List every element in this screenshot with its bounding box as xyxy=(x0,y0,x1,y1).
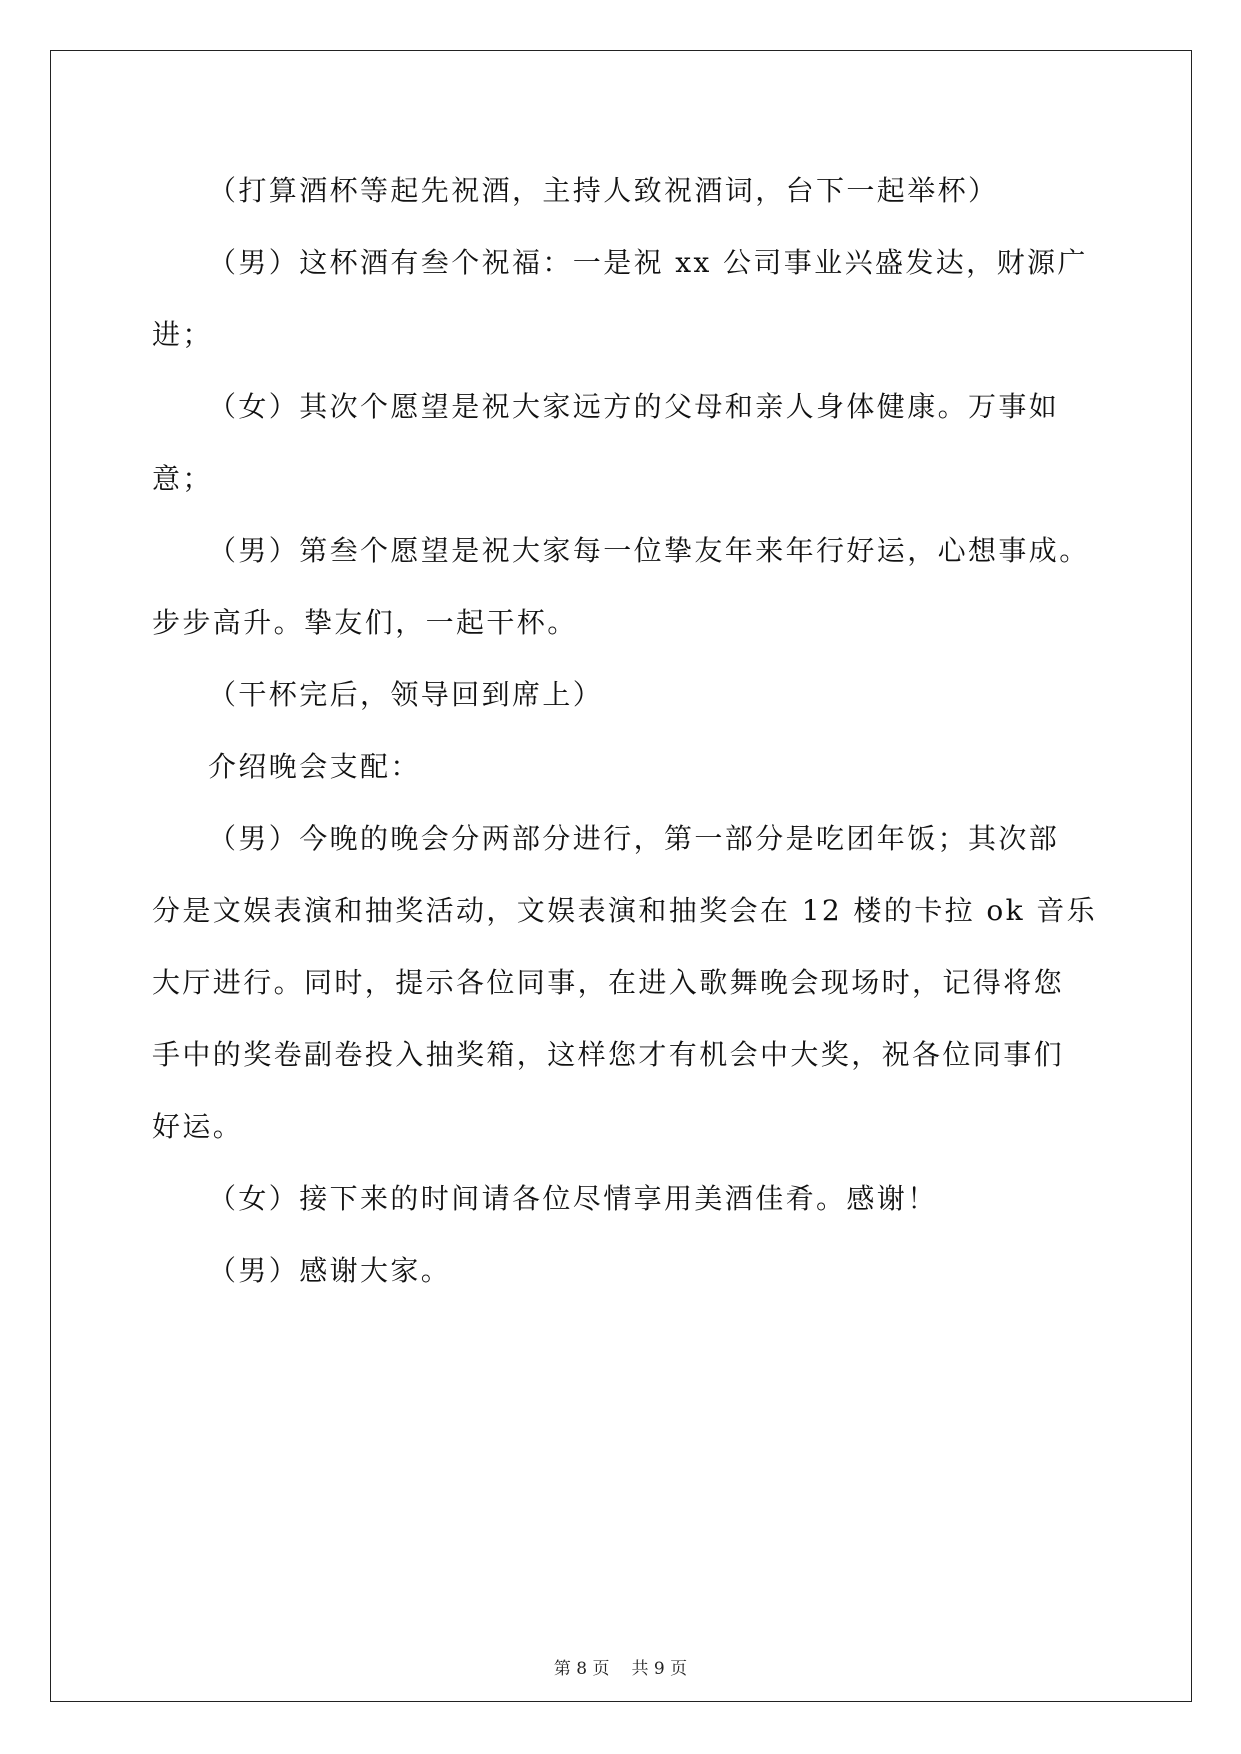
paragraph-line: （男）感谢大家。 xyxy=(208,1254,452,1287)
page-border xyxy=(50,50,1192,1702)
paragraph-line: （女）其次个愿望是祝大家远方的父母和亲人身体健康。万事如 xyxy=(208,390,1060,423)
paragraph-line: 步步高升。挚友们，一起干杯。 xyxy=(152,606,578,639)
paragraph-line: 介绍晚会支配： xyxy=(208,750,421,783)
paragraph-line: （男）今晚的晚会分两部分进行，第一部分是吃团年饭；其次部 xyxy=(208,822,1060,855)
paragraph-line: （男）这杯酒有叁个祝福：一是祝 xx 公司事业兴盛发达，财源广 xyxy=(208,246,1088,279)
paragraph-line: 手中的奖卷副卷投入抽奖箱，这样您才有机会中大奖，祝各位同事们 xyxy=(152,1038,1065,1071)
paragraph-line: （女）接下来的时间请各位尽情享用美酒佳肴。感谢！ xyxy=(208,1182,938,1215)
page-number-total: 共 9 页 xyxy=(631,1659,688,1679)
paragraph-line: 意； xyxy=(152,462,213,495)
paragraph-line: （干杯完后，领导回到席上） xyxy=(208,678,604,711)
paragraph-line: （男）第叁个愿望是祝大家每一位挚友年来年行好运，心想事成。 xyxy=(208,534,1090,567)
paragraph-line: 进； xyxy=(152,318,213,351)
paragraph-line: 大厅进行。同时，提示各位同事，在进入歌舞晚会现场时，记得将您 xyxy=(152,966,1065,999)
paragraph-line: （打算酒杯等起先祝酒，主持人致祝酒词，台下一起举杯） xyxy=(208,174,999,207)
page-footer xyxy=(0,1657,1241,1681)
page-number-current: 第 8 页 xyxy=(553,1659,610,1679)
paragraph-line: 好运。 xyxy=(152,1110,244,1143)
paragraph-line: 分是文娱表演和抽奖活动，文娱表演和抽奖会在 12 楼的卡拉 ok 音乐 xyxy=(152,894,1098,927)
